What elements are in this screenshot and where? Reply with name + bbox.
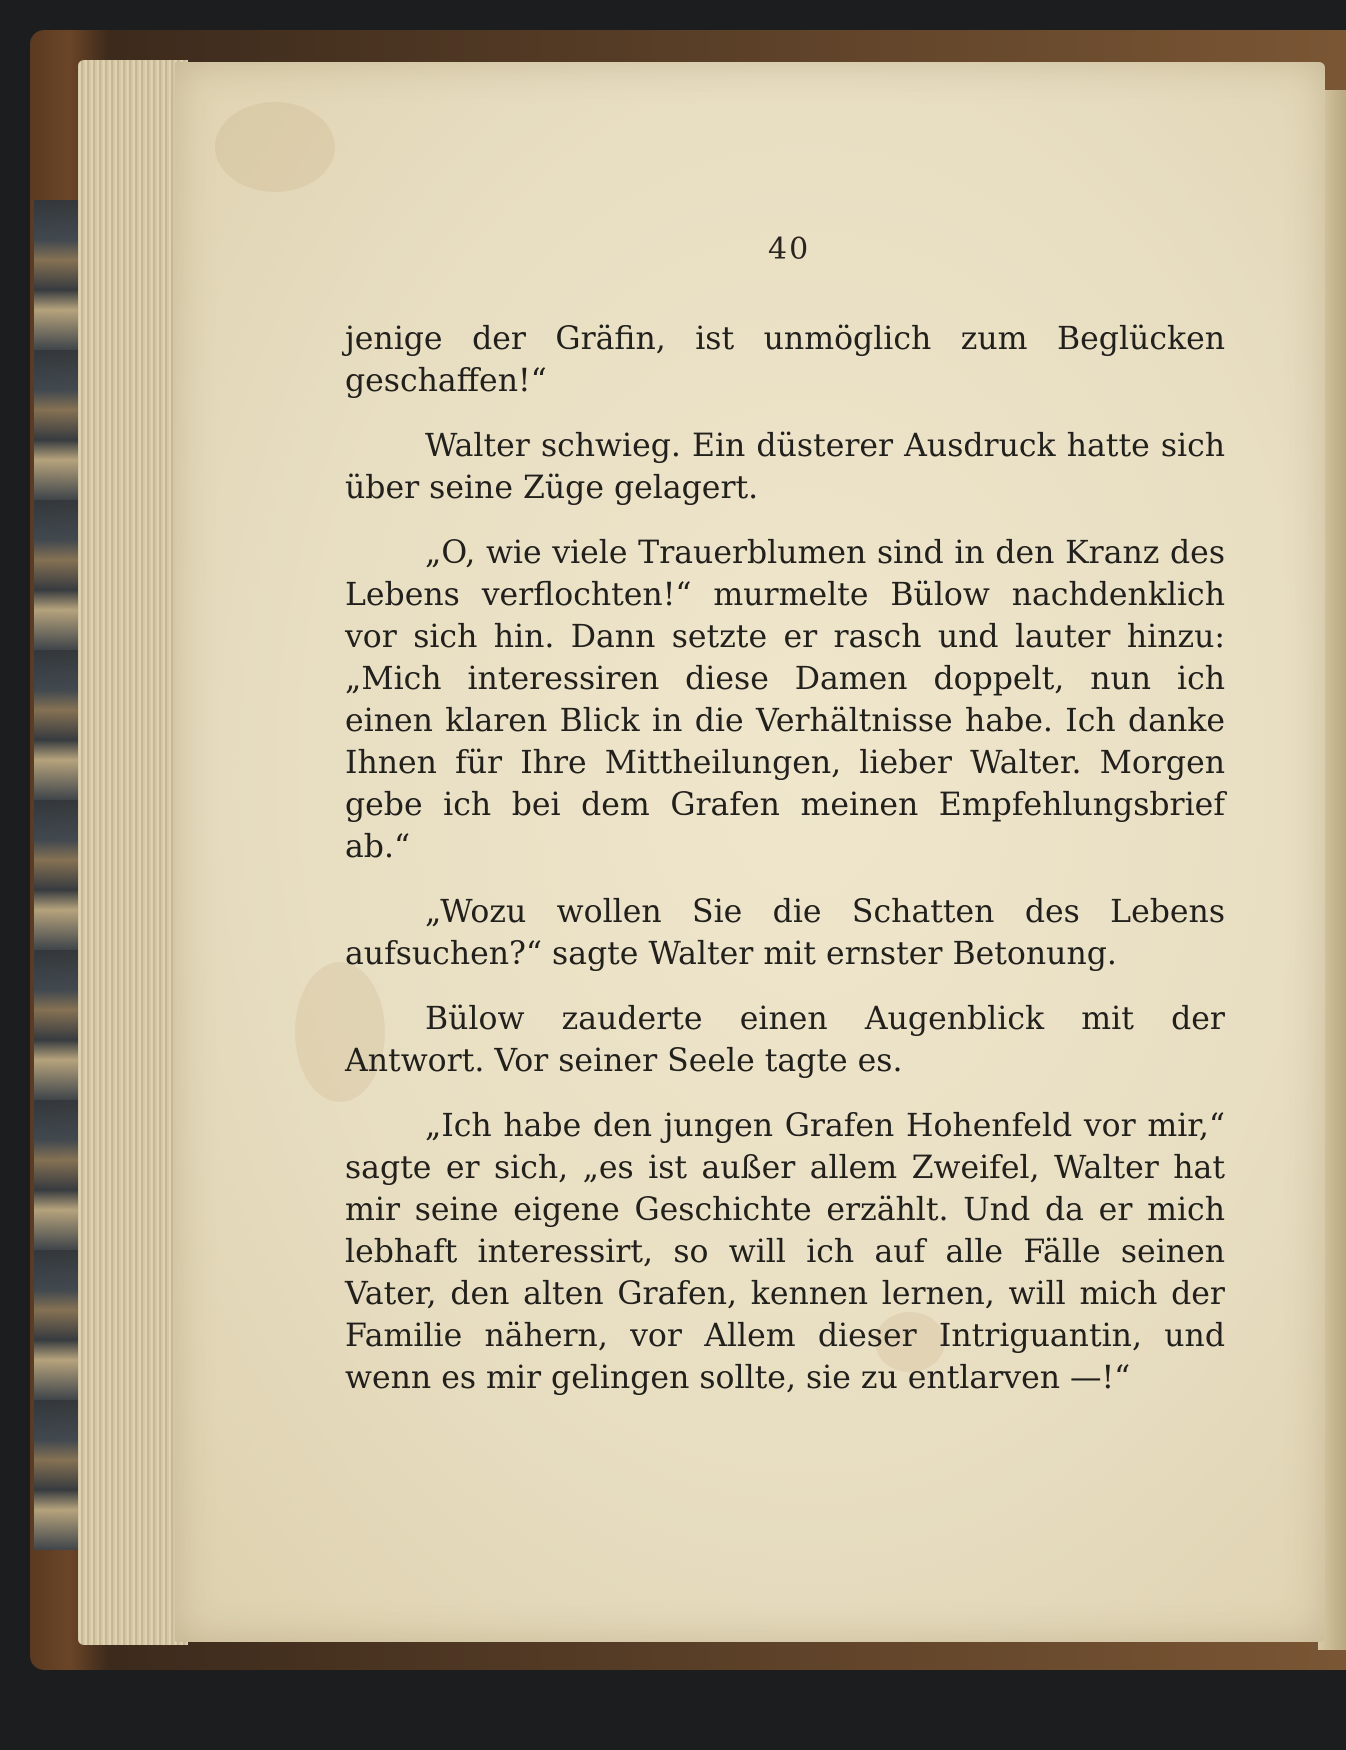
paragraph: „Ich habe den jungen Grafen Hohenfeld vor mir,“ sagte er sich, „es ist außer allem Zweifel, Walter hat mir seine eigene Geschichte erzählt. Und da er mich lebhaft interessirt, so will ich auf alle Fälle seinen Vater, den alten Grafen, kennen lernen, will mich der Familie nähern, vor Allem dieser Intriguantin, und wenn es mir gelingen sollte, sie zu entlarven —!“ — [345, 1108, 1225, 1396]
page-body-text — [345, 318, 1225, 1422]
book-spine — [34, 200, 80, 1550]
paragraph: Bülow zauderte einen Augenblick mit der Antwort. Vor seiner Seele tagte es. — [345, 1001, 1225, 1079]
page-stack-edges — [78, 60, 188, 1645]
page-stain — [215, 102, 335, 192]
paragraph: Walter schwieg. Ein düsterer Ausdruck hatte sich über seine Züge gelagert. — [345, 428, 1225, 506]
page-number: 40 — [768, 232, 811, 267]
paragraph: „Wozu wollen Sie die Schatten des Lebens aufsuchen?“ sagte Walter mit ernster Betonung. — [345, 894, 1225, 972]
paragraph: „O, wie viele Trauerblumen sind in den Kranz des Lebens verflochten!“ murmelte Bülow nachdenklich vor sich hin. Dann setzte er rasch und lauter hinzu: „Mich interessiren diese Damen doppelt, nun ich einen klaren Blick in die Verhältnisse habe. Ich danke Ihnen für Ihre Mittheilungen, lieber Walter. Morgen gebe ich bei dem Grafen meinen Empfehlungsbrief ab.“ — [345, 535, 1225, 865]
paragraph: jenige der Gräfin, ist unmöglich zum Beglücken geschaffen!“ — [345, 321, 1225, 399]
